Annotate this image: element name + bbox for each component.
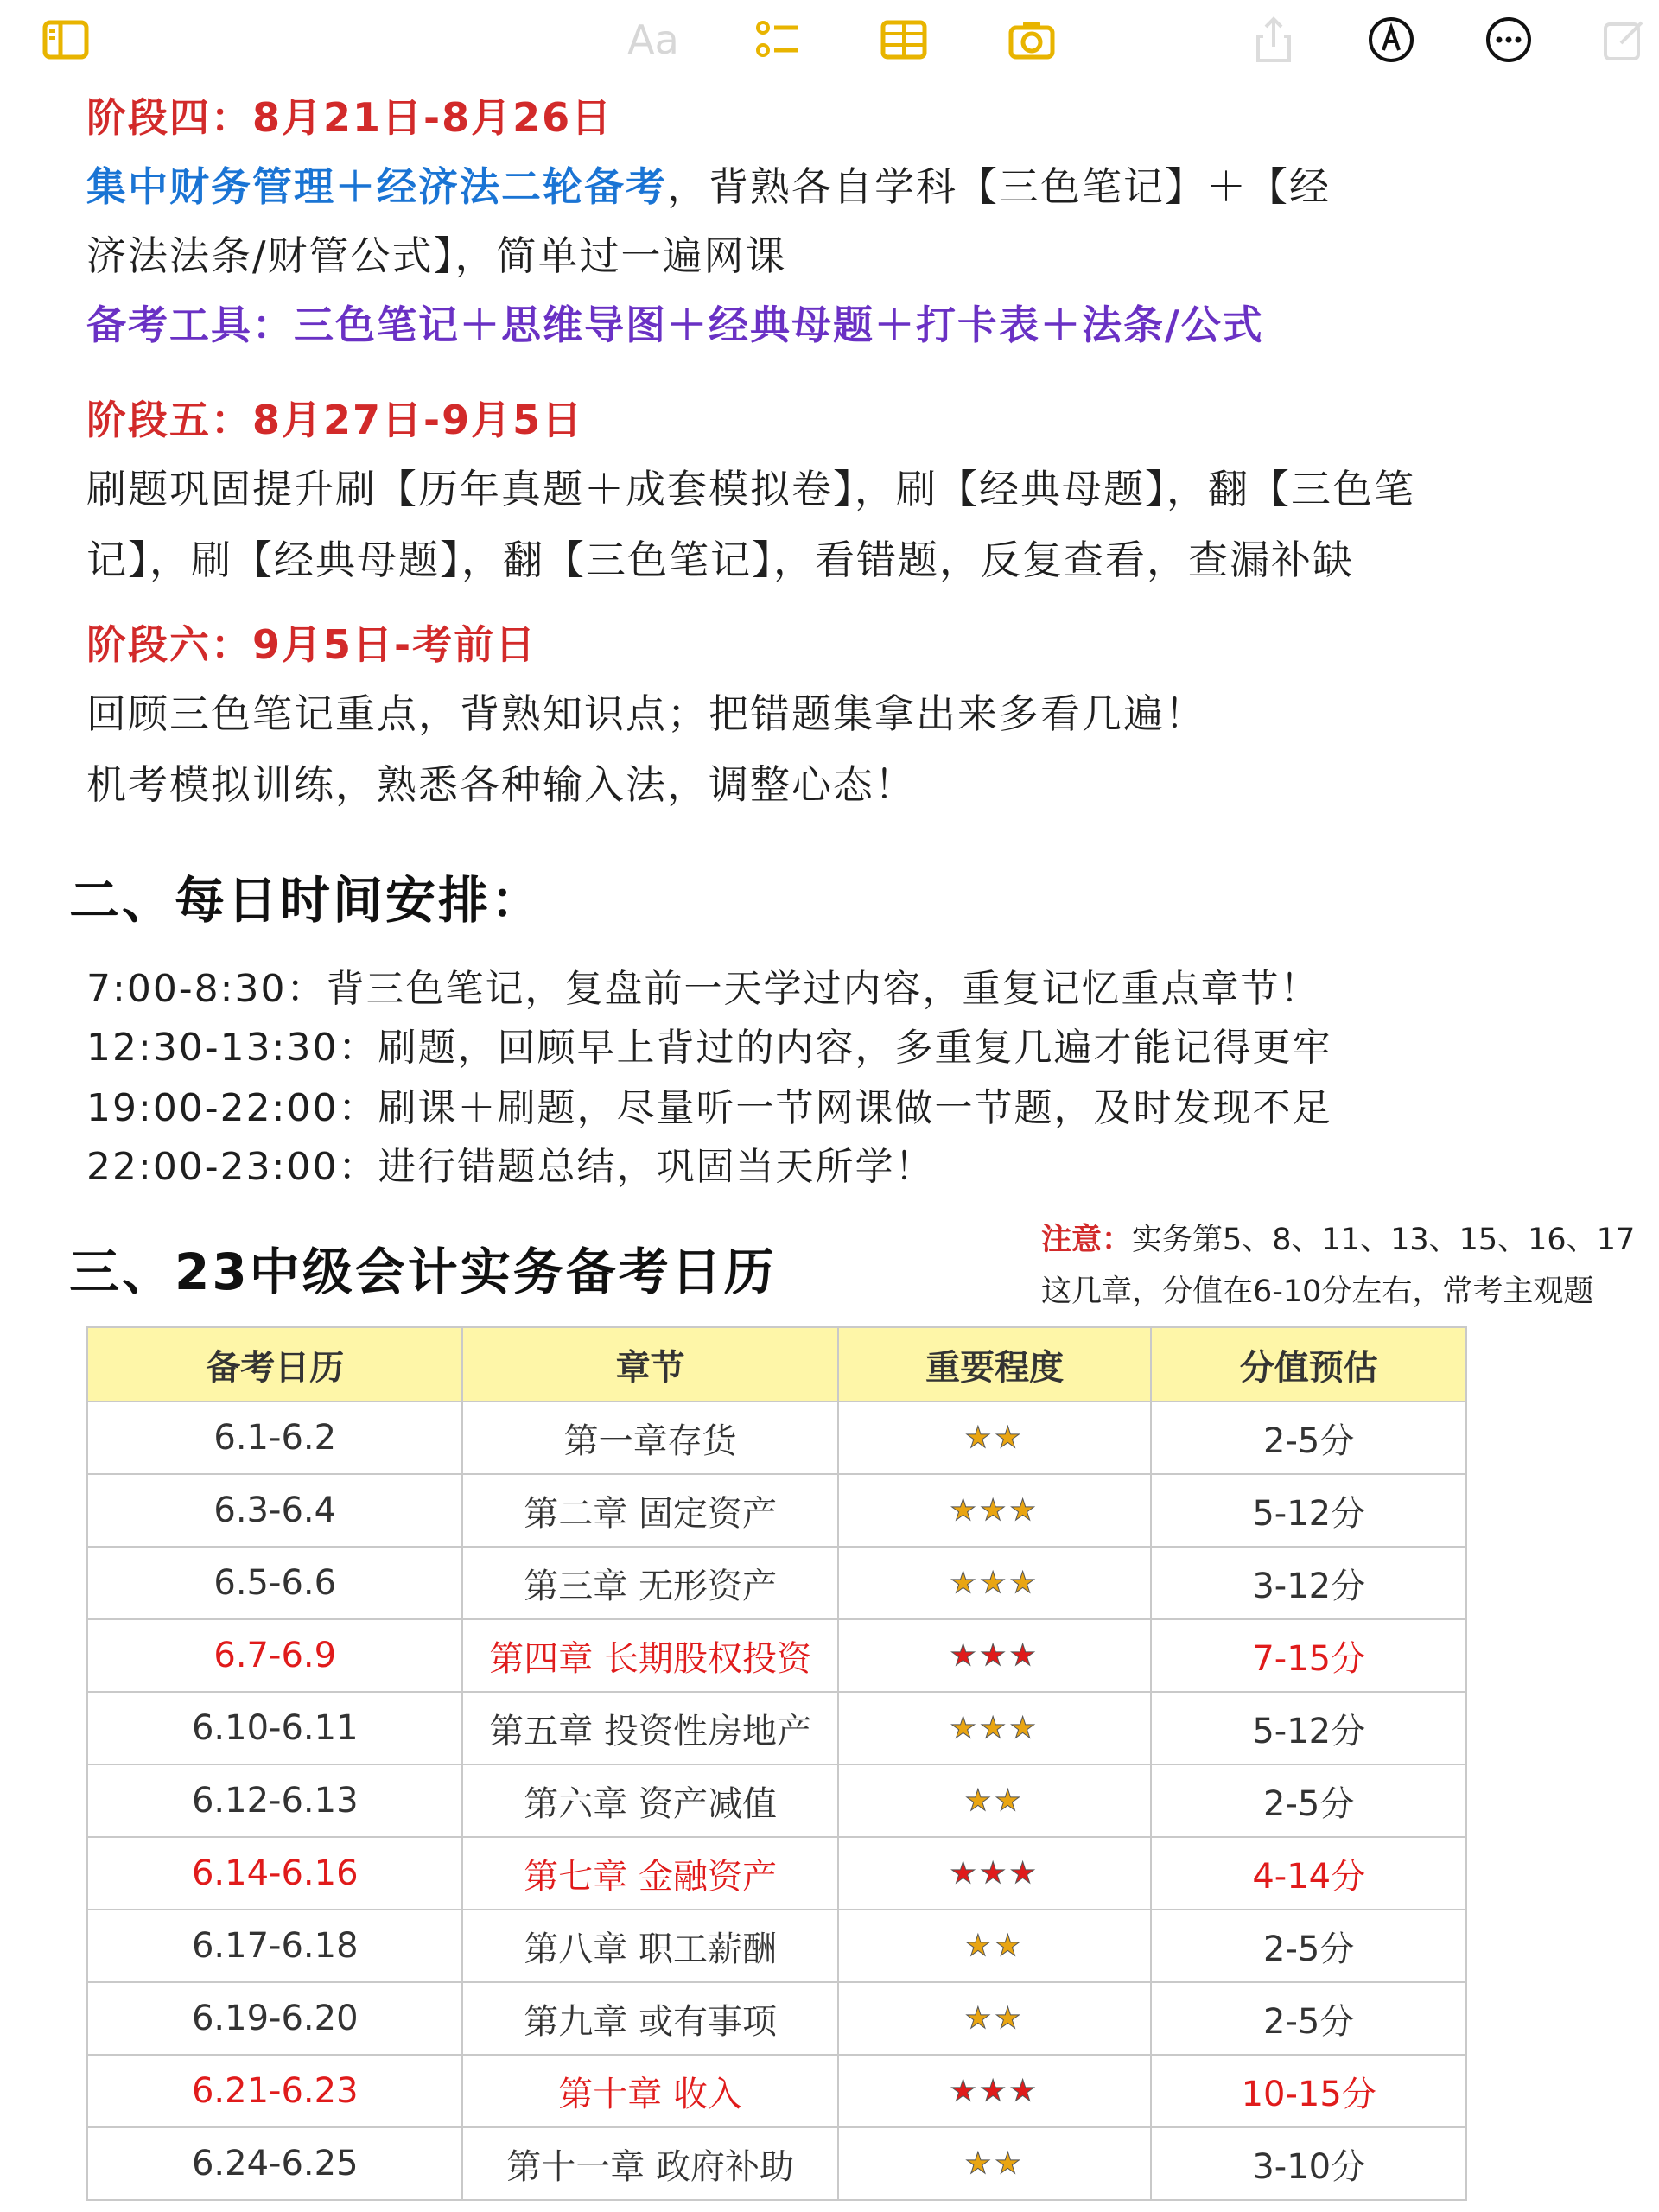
stage4-tools: 备考工具：三色笔记＋思维导图＋经典母题＋打卡表＋法条/公式 [86, 302, 1264, 348]
importance-stars: ★★ [838, 1982, 1152, 2055]
table-row [87, 1764, 1466, 1837]
daily-item: 22:00-23:00：进行错题总结，巩固当天所学！ [86, 1145, 935, 1189]
table-row [87, 1982, 1466, 2055]
score-cell: 5-12分 [1151, 1474, 1466, 1547]
chapter-cell: 第四章 长期股权投资 [462, 1619, 837, 1692]
chapter-cell: 第三章 无形资产 [462, 1547, 837, 1619]
table-row [87, 1402, 1466, 1474]
importance-stars: ★★ [838, 1764, 1152, 1837]
score-cell: 2-5分 [1151, 1402, 1466, 1474]
score-cell: 2-5分 [1151, 1764, 1466, 1837]
date-cell: 6.24-6.25 [87, 2127, 462, 2200]
date-cell: 6.14-6.16 [87, 1837, 462, 1910]
importance-stars: ★★★ [838, 1837, 1152, 1910]
score-cell: 5-12分 [1151, 1692, 1466, 1764]
score-cell: 3-10分 [1151, 2127, 1466, 2200]
score-cell: 2-5分 [1151, 1982, 1466, 2055]
date-cell: 6.10-6.11 [87, 1692, 462, 1764]
header-score: 分值预估 [1151, 1327, 1466, 1402]
date-cell: 6.7-6.9 [87, 1619, 462, 1692]
importance-stars: ★★★ [838, 2055, 1152, 2127]
header-chapter: 章节 [462, 1327, 837, 1402]
date-cell: 6.1-6.2 [87, 1402, 462, 1474]
chapter-cell: 第六章 资产减值 [462, 1764, 837, 1837]
table-row [87, 1619, 1466, 1692]
calendar-table [86, 1326, 1467, 2201]
chapter-cell: 第十一章 政府补助 [462, 2127, 837, 2200]
chapter-cell: 第九章 或有事项 [462, 1982, 837, 2055]
stage5-line1: 刷题巩固提升刷【历年真题＋成套模拟卷】，刷【经典母题】，翻【三色笔 [86, 466, 1415, 512]
chapter-cell: 第七章 金融资产 [462, 1837, 837, 1910]
date-cell: 6.21-6.23 [87, 2055, 462, 2127]
score-cell: 7-15分 [1151, 1619, 1466, 1692]
score-cell: 2-5分 [1151, 1910, 1466, 1982]
date-cell: 6.5-6.6 [87, 1547, 462, 1619]
daily-item: 12:30-13:30：刷题，回顾早上背过的内容，多重复几遍才能记得更牢 [86, 1026, 1332, 1070]
chapter-cell: 第十章 收入 [462, 2055, 837, 2127]
share-icon[interactable] [1241, 7, 1306, 73]
importance-stars: ★★★ [838, 1619, 1152, 1692]
notes-toolbar [0, 0, 1659, 79]
markup-icon[interactable] [1358, 7, 1424, 73]
chapter-cell: 第八章 职工薪酬 [462, 1910, 837, 1982]
calendar-note [1041, 1214, 1646, 1318]
daily-heading: 二、每日时间安排： [69, 871, 544, 930]
note-line2: 这几章，分值在6-10分左右，常考主观题 [1041, 1274, 1594, 1309]
date-cell: 6.12-6.13 [87, 1764, 462, 1837]
stage4-line1 [86, 156, 1331, 213]
camera-icon[interactable] [999, 7, 1065, 73]
importance-stars: ★★ [838, 2127, 1152, 2200]
sidebar-icon[interactable] [33, 7, 99, 73]
importance-stars: ★★ [838, 1910, 1152, 1982]
note-label: 注意： [1041, 1223, 1133, 1257]
compose-icon[interactable] [1592, 7, 1657, 73]
daily-item: 7:00-8:30：背三色笔记，复盘前一天学过内容，重复记忆重点章节！ [86, 967, 1320, 1011]
stage4-line1-rest: ，背熟各自学科【三色笔记】＋【经 [667, 163, 1331, 210]
table-row [87, 1910, 1466, 1982]
table-row [87, 1692, 1466, 1764]
checklist-icon[interactable] [745, 7, 810, 73]
format-icon[interactable]: Aa [627, 16, 679, 63]
table-row [87, 1474, 1466, 1547]
table-icon[interactable] [871, 7, 937, 73]
table-row [87, 1837, 1466, 1910]
stage5-title: 阶段五：8月27日-9月5日 [86, 397, 584, 443]
stage6-line1: 回顾三色笔记重点，背熟知识点；把错题集拿出来多看几遍！ [86, 690, 1206, 737]
stage4-title: 阶段四：8月21日-8月26日 [86, 94, 613, 141]
stage4-highlight: 集中财务管理＋经济法二轮备考 [86, 163, 667, 210]
note-line1: 实务第5、8、11、13、15、16、17 [1132, 1223, 1636, 1257]
header-importance: 重要程度 [838, 1327, 1152, 1402]
importance-stars: ★★★ [838, 1547, 1152, 1619]
importance-stars: ★★★ [838, 1692, 1152, 1764]
chapter-cell: 第二章 固定资产 [462, 1474, 837, 1547]
table-header-row [87, 1327, 1466, 1402]
date-cell: 6.19-6.20 [87, 1982, 462, 2055]
more-icon[interactable] [1476, 7, 1541, 73]
stage6-line2: 机考模拟训练，熟悉各种输入法，调整心态！ [86, 761, 916, 808]
score-cell: 4-14分 [1151, 1837, 1466, 1910]
stage4-line2: 济法法条/财管公式】，简单过一遍网课 [86, 232, 787, 279]
score-cell: 10-15分 [1151, 2055, 1466, 2127]
score-cell: 3-12分 [1151, 1547, 1466, 1619]
table-row [87, 1547, 1466, 1619]
importance-stars: ★★ [838, 1402, 1152, 1474]
importance-stars: ★★★ [838, 1474, 1152, 1547]
table-row [87, 2127, 1466, 2200]
date-cell: 6.17-6.18 [87, 1910, 462, 1982]
daily-item: 19:00-22:00：刷课＋刷题，尽量听一节网课做一节题，及时发现不足 [86, 1086, 1332, 1130]
header-date: 备考日历 [87, 1327, 462, 1402]
chapter-cell: 第一章存货 [462, 1402, 837, 1474]
stage5-line2: 记】，刷【经典母题】，翻【三色笔记】，看错题，反复查看，查漏补缺 [86, 537, 1354, 583]
calendar-heading: 三、23中级会计实务备考日历 [69, 1243, 777, 1301]
table-row [87, 2055, 1466, 2127]
date-cell: 6.3-6.4 [87, 1474, 462, 1547]
chapter-cell: 第五章 投资性房地产 [462, 1692, 837, 1764]
stage6-title: 阶段六：9月5日-考前日 [86, 621, 537, 668]
